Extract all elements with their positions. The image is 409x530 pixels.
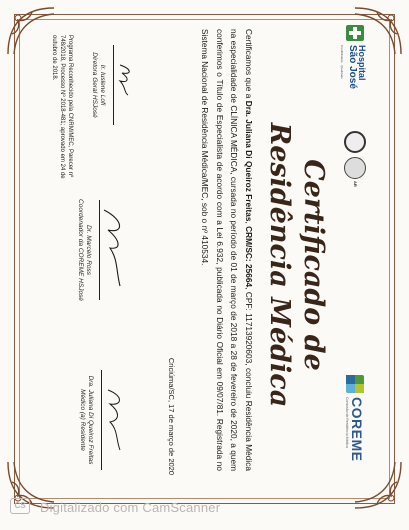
place-date: Criciúma/SC, 17 de março de 2020 bbox=[167, 357, 176, 475]
title-line2: Residência Médica bbox=[264, 122, 295, 408]
signature-coordinator bbox=[76, 190, 126, 310]
coreme-name: COREME bbox=[349, 397, 365, 462]
signature-name: Dr. Marcelo Ross bbox=[85, 225, 92, 275]
seal-ring-icon bbox=[344, 131, 366, 153]
hospital-tagline: Credibilidade · Qualidade bbox=[340, 45, 344, 79]
hospital-name-line1: Hospital bbox=[357, 45, 367, 81]
signature-scribble-icon bbox=[102, 360, 128, 480]
signature-director bbox=[90, 35, 136, 135]
coreme-mark-icon bbox=[346, 375, 364, 393]
coreme-subtitle: Comissão de Residência Médica bbox=[345, 397, 349, 448]
body-prefix: Certificamos que a bbox=[244, 29, 254, 101]
camscanner-icon: CS bbox=[10, 498, 30, 514]
certificate-body: Certificamos que a Dra. Juliana Di Queiroz Freitas, CRM/SC: 25664, CPF: 11713920603, concluiu Residência Médica na especialidade de CLÍNICA MÉDICA, cursada no período de 01 de março de 2018 a 28 de fevereiro de 2020, a quem conferimos o Título de Especialista de acordo com a Lei 6.932, publicada no Diário Oficial em 09/07/81. Registrada no Sistema Nacional de Residência Médica/MEC, sob o nº 410534. bbox=[200, 29, 254, 471]
signature-name: Dra. Juliana Di Queiroz Freitas bbox=[87, 375, 94, 465]
signature-name: Ir. Iuslene Lofi bbox=[99, 64, 106, 106]
hospital-name-line2: São José bbox=[347, 45, 358, 89]
hospital-logo bbox=[334, 25, 368, 135]
accreditation-seal bbox=[340, 131, 370, 187]
signature-role: Médico (a) Residente bbox=[79, 389, 86, 451]
certificate-title bbox=[262, 75, 330, 455]
coreme-logo bbox=[326, 375, 366, 475]
hospital-cross-icon bbox=[346, 25, 364, 41]
certificate-content bbox=[34, 15, 374, 485]
scanner-watermark: Digitalizado com CamScanner bbox=[40, 500, 221, 515]
seal-ring-icon bbox=[344, 157, 366, 179]
seal-tag: AR bbox=[353, 181, 358, 187]
signature-scribble-icon bbox=[114, 35, 136, 135]
signature-resident bbox=[78, 360, 128, 480]
doctor-name: Dra. Juliana Di Queiroz Freitas bbox=[244, 100, 254, 222]
doctor-crm: CRM/SC: 25664 bbox=[244, 226, 254, 288]
signature-role: Coordenador da COREME HSJosé bbox=[77, 199, 84, 301]
signature-role: Diretora Geral HSJosé bbox=[91, 52, 98, 118]
title-line1: Certificado de bbox=[298, 159, 329, 371]
program-recognition-note: Programa Reconhecido pela CNRM/MEC, Parecer nº 748/2018, Processo Nº 2018-481; aprovado em 24 de outubro de 2018. bbox=[51, 35, 73, 179]
body-rest: , CPF: 11713920603, concluiu Residência Médica na especialidade de CLÍNICA MÉDICA, cursada no período de 01 de março de 2018 a 28 de fevereiro de 2020, a quem conferimos o Título de Especialista de acordo com a Lei 6.932, publicada no Diário Oficial em 09/07/81. Registrada no Sistema Nacional de Residência Médica/MEC, sob o nº 410534. bbox=[200, 29, 254, 471]
signature-scribble-icon bbox=[100, 190, 126, 310]
